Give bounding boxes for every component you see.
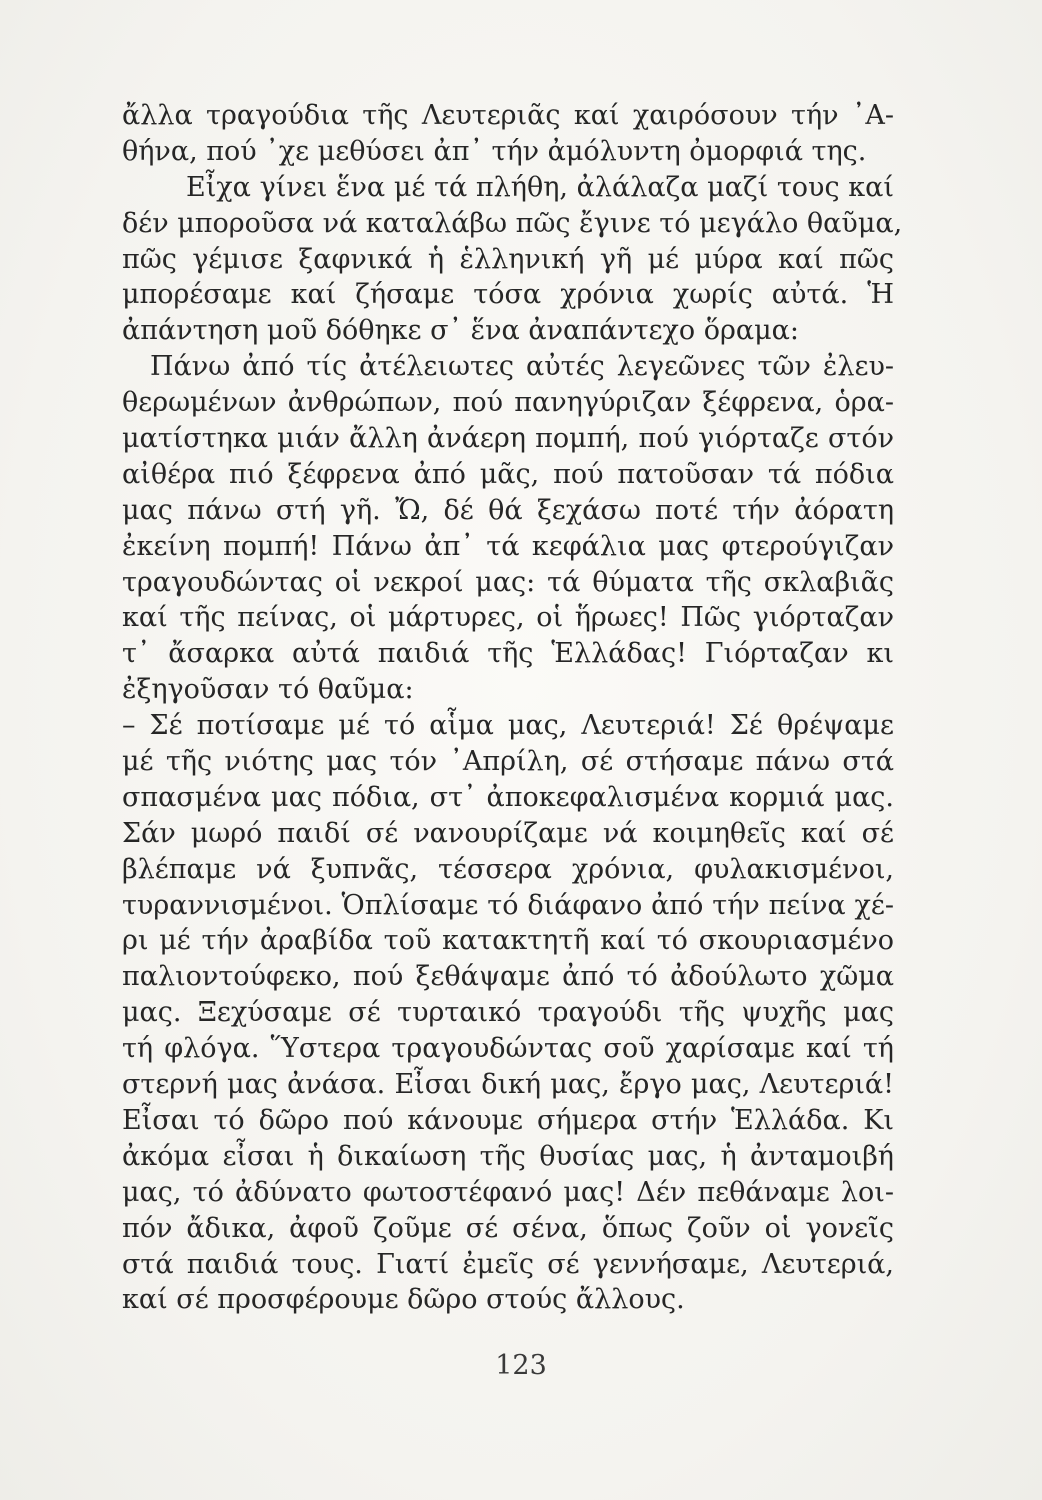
text-line: βλέπαμε νά ξυπνᾶς, τέσσερα χρόνια, φυλακισμένοι, (122, 853, 894, 885)
dialogue-start-line: – Σέ ποτίσαμε μέ τό αἷμα μας, Λευτεριά! Σέ θρέψαμε (122, 710, 894, 742)
text-line: παλιοντούφεκο, πού ξεθάψαμε ἀπό τό ἀδούλωτο χῶμα (122, 961, 894, 993)
text-line: μας, τό ἀδύνατο φωτοστέφανό μας! Δέν πεθάναμε λοι- (122, 1176, 894, 1208)
text-line: καί τῆς πείνας, οἱ μάρτυρες, οἱ ἥρωες! Πῶς γιόρταζαν (122, 602, 894, 634)
text-line: δέν μποροῦσα νά καταλάβω πῶς ἔγινε τό μεγάλο θαῦμα, (122, 207, 903, 239)
text-line: θήνα, πού ᾽χε μεθύσει ἀπ᾽ τήν ἀμόλυντη ὀμορφιά της. (122, 135, 867, 167)
text-line: ματίστηκα μιάν ἄλλη ἀνάερη πομπή, πού γιόρταζε στόν (122, 423, 894, 455)
text-line: ἐκείνη πομπή! Πάνω ἀπ᾽ τά κεφάλια μας φτερούγιζαν (122, 530, 894, 562)
text-line: μας. Ξεχύσαμε σέ τυρταικό τραγούδι τῆς ψυχῆς μας (122, 997, 894, 1029)
text-line: μας πάνω στή γῆ. Ὤ, δέ θά ξεχάσω ποτέ τήν ἀόρατη (122, 494, 894, 526)
text-line: Σάν μωρό παιδί σέ νανουρίζαμε νά κοιμηθεῖς καί σέ (122, 817, 894, 849)
text-line: τυραννισμένοι. Ὁπλίσαμε τό διάφανο ἀπό τήν πείνα χέ- (122, 889, 894, 921)
text-line: πόν ἄδικα, ἀφοῦ ζοῦμε σέ σένα, ὅπως ζοῦν οἱ γονεῖς (122, 1212, 894, 1244)
paragraph-start-line: Πάνω ἀπό τίς ἀτέλειωτες αὐτές λεγεῶνες τῶν ἐλευ- (150, 351, 894, 383)
text-line: στά παιδιά τους. Γιατί ἐμεῖς σέ γεννήσαμε, Λευτεριά, (122, 1248, 894, 1280)
paragraph-start-line: Εἶχα γίνει ἕνα μέ τά πλήθη, ἀλάλαζα μαζί τους καί (186, 171, 894, 203)
text-line: τ᾽ ἄσαρκα αὐτά παιδιά τῆς Ἑλλάδας! Γιόρταζαν κι (122, 638, 894, 670)
body-text (122, 98, 903, 1318)
text-line: ρι μέ τήν ἀραβίδα τοῦ κατακτητῆ καί τό σκουριασμένο (122, 925, 894, 957)
page-number: 123 (495, 1350, 547, 1381)
text-line: στερνή μας ἀνάσα. Εἶσαι δική μας, ἔργο μας, Λευτεριά! (122, 1069, 894, 1101)
text-line: αἰθέρα πιό ξέφρενα ἀπό μᾶς, πού πατοῦσαν τά πόδια (122, 458, 894, 490)
text-line: ἐξηγοῦσαν τό θαῦμα: (122, 674, 414, 706)
text-line: ἄλλα τραγούδια τῆς Λευτεριᾶς καί χαιρόσουν τήν ᾿Α- (122, 100, 894, 131)
text-line: πῶς γέμισε ξαφνικά ἡ ἑλληνική γῆ μέ μύρα καί πῶς (122, 243, 894, 275)
text-line: ἀπάντηση μοῦ δόθηκε σ᾽ ἕνα ἀναπάντεχο ὅραμα: (122, 315, 799, 347)
text-line: τή φλόγα. Ὕστερα τραγουδώντας σοῦ χαρίσαμε καί τή (122, 1033, 894, 1065)
text-line: θερωμένων ἀνθρώπων, πού πανηγύριζαν ξέφρενα, ὁρα- (122, 387, 894, 419)
text-line: σπασμένα μας πόδια, στ᾽ ἀποκεφαλισμένα κορμιά μας. (122, 781, 894, 813)
text-line: τραγουδώντας οἱ νεκροί μας: τά θύματα τῆς σκλαβιᾶς (122, 566, 894, 598)
text-line: ἀκόμα εἶσαι ἡ δικαίωση τῆς θυσίας μας, ἡ ἀνταμοιβή (122, 1140, 894, 1172)
text-line: καί σέ προσφέρουμε δῶρο στούς ἄλλους. (122, 1284, 685, 1316)
text-line: μέ τῆς νιότης μας τόν ᾿Απρίλη, σέ στήσαμε πάνω στά (122, 746, 894, 778)
text-line: μπορέσαμε καί ζήσαμε τόσα χρόνια χωρίς αὐτά. Ἡ (122, 279, 894, 311)
text-line: Εἶσαι τό δῶρο πού κάνουμε σήμερα στήν Ἑλλάδα. Κι (122, 1104, 894, 1136)
